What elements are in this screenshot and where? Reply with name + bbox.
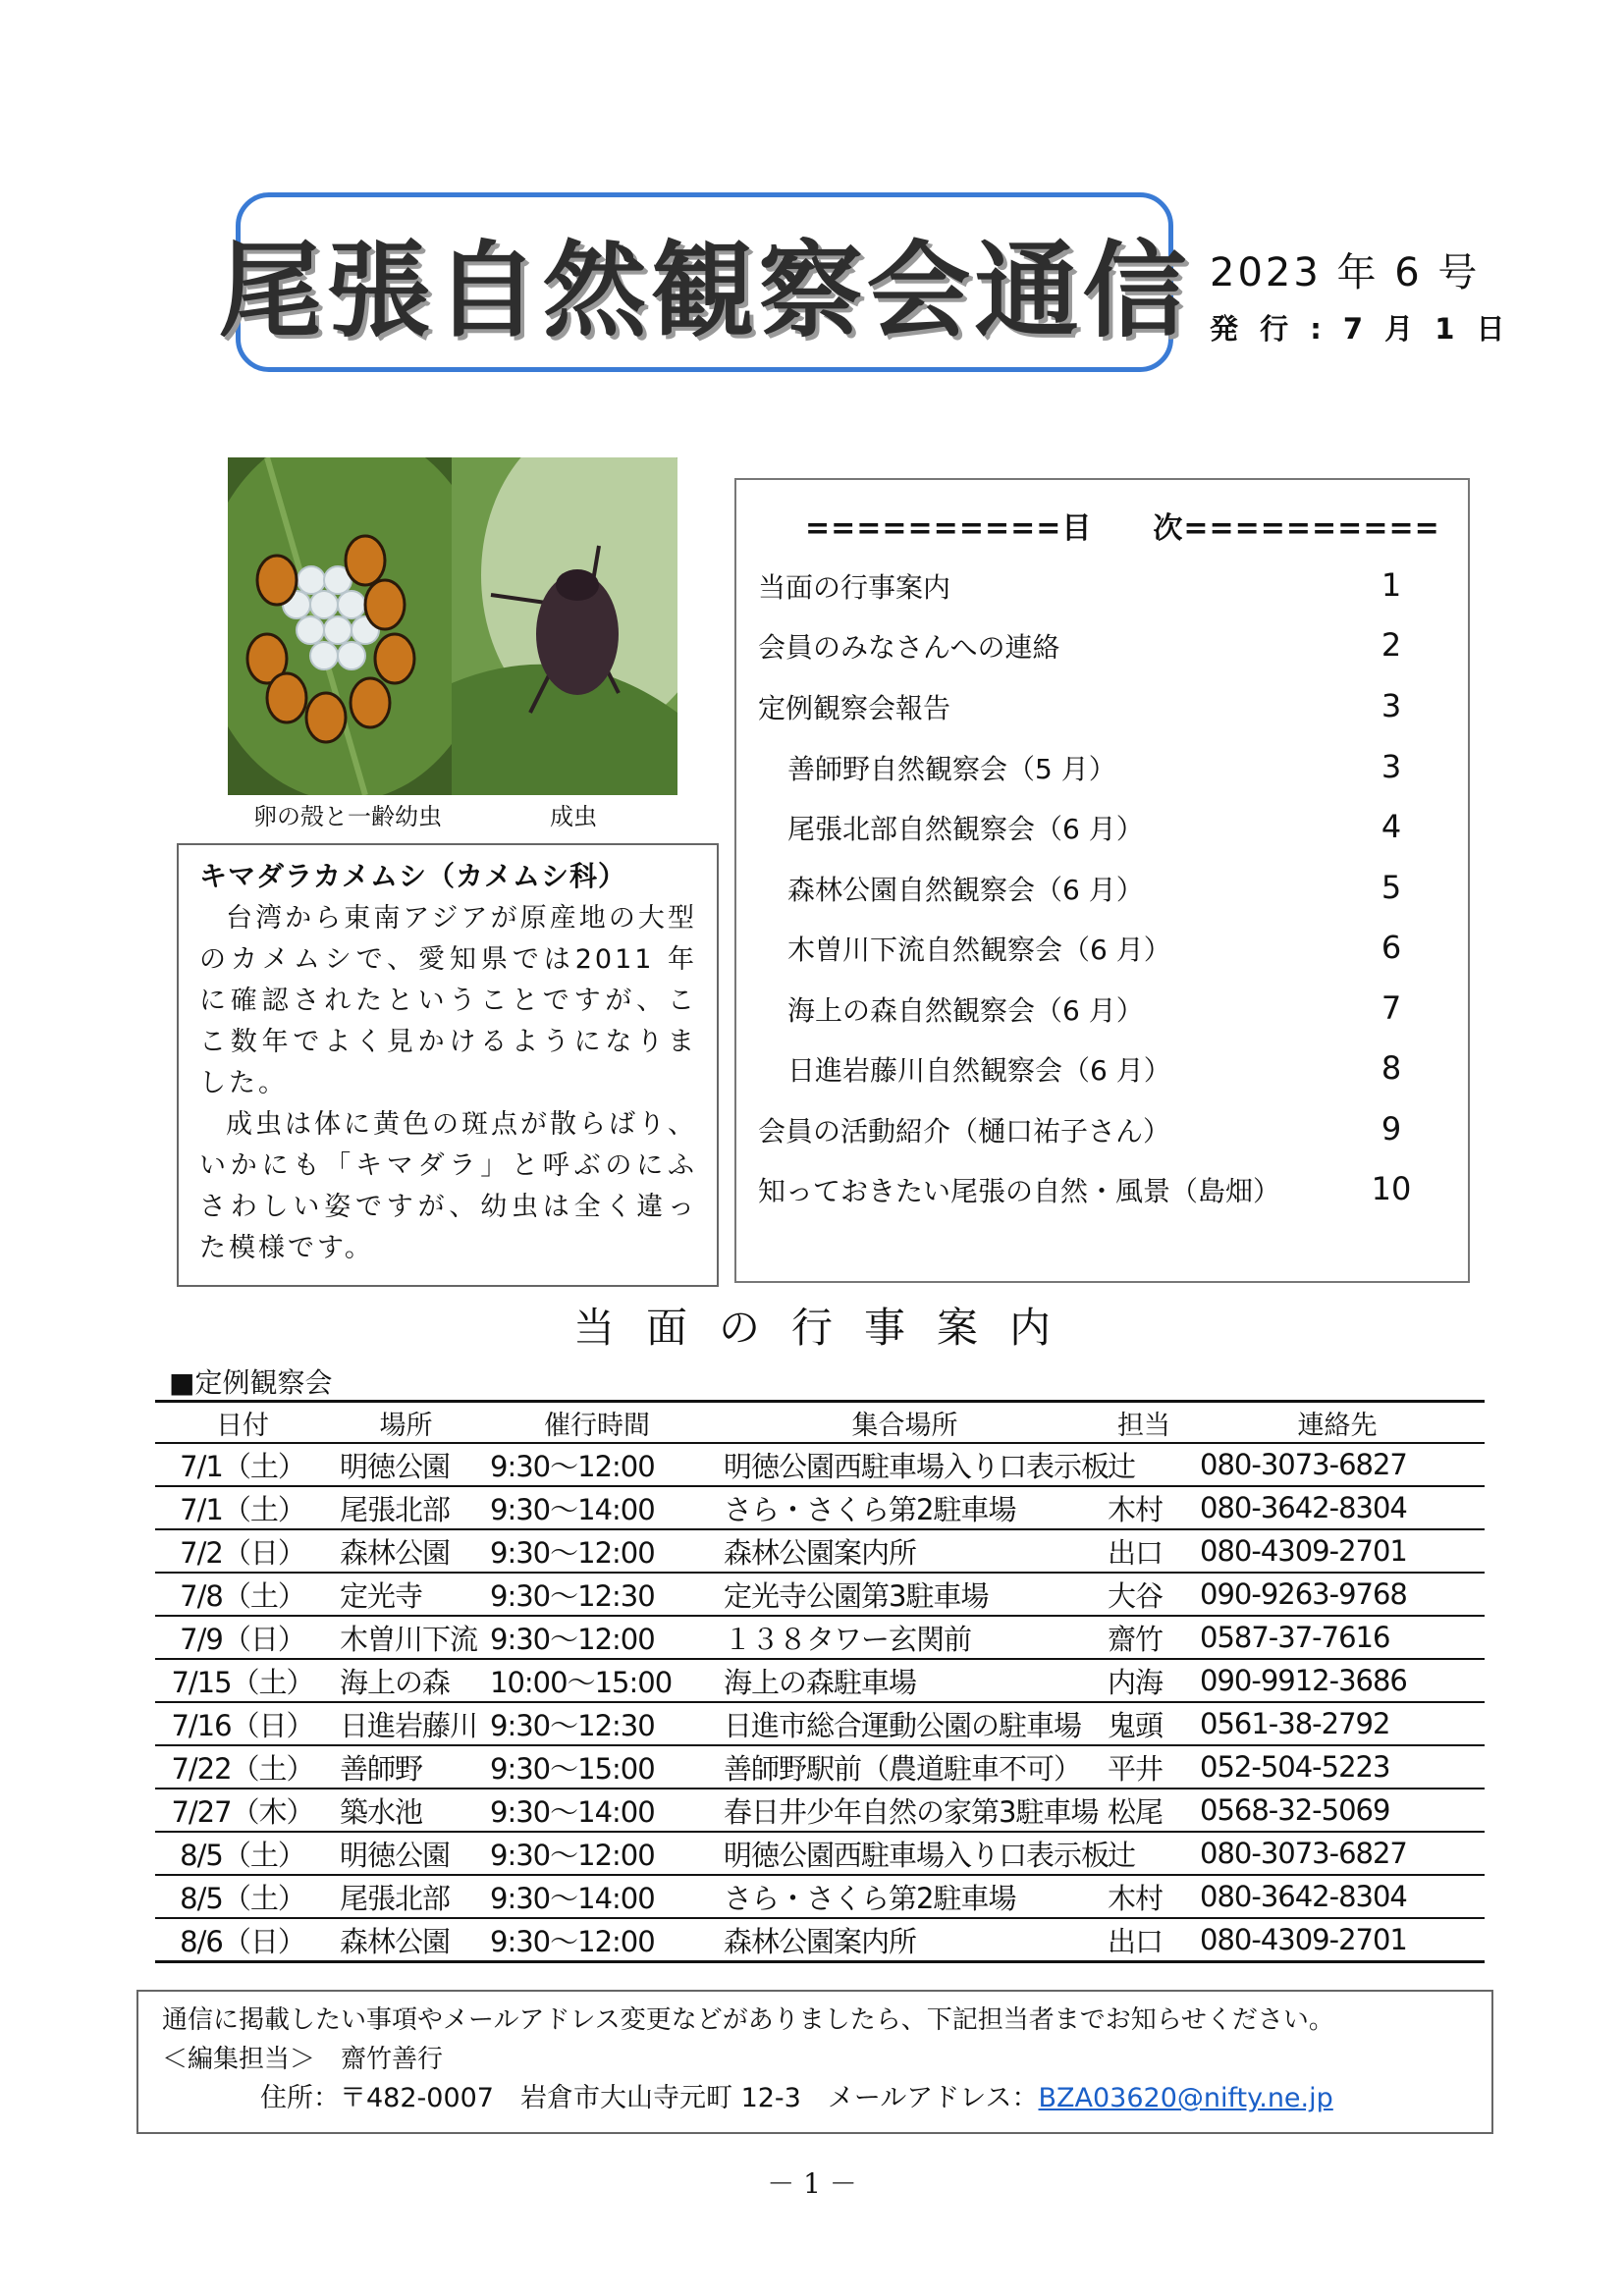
event-time: 9:30～12:00 — [482, 1616, 712, 1659]
event-contact: 080-4309-2701 — [1190, 1918, 1485, 1962]
toc-item-page: 8 — [1380, 1049, 1402, 1087]
event-contact: 080-3642-8304 — [1190, 1486, 1485, 1529]
event-contact: 0568-32-5069 — [1190, 1789, 1485, 1832]
table-row — [155, 1659, 1485, 1702]
toc-item-label: 定例観察会報告 — [758, 692, 951, 724]
event-staff: 内海 — [1098, 1659, 1190, 1702]
table-row — [155, 1745, 1485, 1789]
event-time: 9:30～14:00 — [482, 1486, 712, 1529]
event-time: 9:30～12:00 — [482, 1529, 712, 1573]
event-time: 9:30～14:00 — [482, 1875, 712, 1918]
event-meeting-point: 定光寺公園第3駐車場 — [712, 1573, 1098, 1616]
toc-item-page: 10 — [1371, 1170, 1412, 1207]
notice-address-line — [260, 2076, 1333, 2114]
event-place: 築水池 — [330, 1789, 482, 1832]
table-row — [155, 1486, 1485, 1529]
toc-item-label: 日進岩藤川自然観察会（6 月） — [787, 1054, 1171, 1087]
toc-item-label: 当面の行事案内 — [758, 571, 951, 604]
event-date: 7/27（木） — [155, 1789, 330, 1832]
event-staff: 木村 — [1098, 1875, 1190, 1918]
table-row — [155, 1616, 1485, 1659]
toc-item-label: 木曽川下流自然観察会（6 月） — [787, 934, 1171, 966]
caption-adult: 成虫 — [550, 803, 597, 830]
notice-address: 住所：〒482-0007 岩倉市大山寺元町 12-3 メールアドレス： — [260, 2083, 1039, 2113]
toc-item-label: 森林公園自然観察会（6 月） — [787, 874, 1144, 906]
column-header-place: 場所 — [330, 1402, 482, 1444]
toc-item — [758, 687, 1426, 736]
toc-heading: ==========目 次========== — [805, 511, 1440, 546]
event-staff: 松尾 — [1098, 1789, 1190, 1832]
newsletter-title: 尾張自然観察会通信 — [218, 230, 1191, 351]
toc-item — [758, 1170, 1426, 1219]
event-place: 海上の森 — [330, 1659, 482, 1702]
event-time: 9:30～14:00 — [482, 1789, 712, 1832]
event-date: 7/22（土） — [155, 1745, 330, 1789]
article-heading: キマダラカメムシ（カメムシ科） — [199, 860, 627, 892]
table-row — [155, 1832, 1485, 1875]
column-header-time: 催行時間 — [482, 1402, 712, 1444]
table-header-row — [155, 1402, 1485, 1444]
toc-item-page: 9 — [1380, 1110, 1402, 1148]
event-contact: 0587-37-7616 — [1190, 1616, 1485, 1659]
toc-item-page: 3 — [1380, 748, 1402, 785]
event-place: 善師野 — [330, 1745, 482, 1789]
toc-item-page: 6 — [1380, 929, 1402, 966]
event-contact: 080-3642-8304 — [1190, 1875, 1485, 1918]
toc-item — [787, 929, 1426, 978]
page-number: － 1 － — [767, 2167, 857, 2200]
event-time: 10:00～15:00 — [482, 1659, 712, 1702]
event-date: 8/5（土） — [155, 1832, 330, 1875]
toc-item-page: 3 — [1380, 687, 1402, 724]
table-row — [155, 1789, 1485, 1832]
insect-article — [177, 843, 719, 1287]
event-place: 明徳公園 — [330, 1832, 482, 1875]
toc-item — [758, 626, 1426, 675]
photo-eggs-larvae — [228, 457, 452, 795]
toc-item-label: 善師野自然観察会（5 月） — [787, 753, 1116, 785]
table-row — [155, 1875, 1485, 1918]
event-meeting-point: １３８タワー玄関前 — [712, 1616, 1098, 1659]
toc-item — [758, 1110, 1426, 1159]
event-place: 明徳公園 — [330, 1443, 482, 1486]
toc-item-page: 2 — [1380, 626, 1402, 664]
event-date: 7/8（土） — [155, 1573, 330, 1616]
table-row — [155, 1529, 1485, 1573]
event-place: 森林公園 — [330, 1918, 482, 1962]
events-title: 当面の行事案内 — [572, 1304, 1082, 1352]
caption-eggs: 卵の殻と一齢幼虫 — [253, 803, 442, 830]
schedule-table — [155, 1400, 1485, 1963]
column-header-meeting-point: 集合場所 — [712, 1402, 1098, 1444]
event-date: 7/1（土） — [155, 1443, 330, 1486]
toc-item-label: 知っておきたい尾張の自然・風景（島畑） — [758, 1175, 1281, 1207]
toc-item-page: 4 — [1380, 808, 1402, 845]
table-of-contents — [734, 478, 1470, 1283]
toc-item — [787, 748, 1426, 797]
toc-item-label: 会員の活動紹介（樋口祐子さん） — [758, 1115, 1171, 1148]
toc-item — [758, 566, 1426, 615]
event-staff: 出口 — [1098, 1918, 1190, 1962]
photo-adult-bug — [452, 457, 677, 795]
event-staff: 齋竹 — [1098, 1616, 1190, 1659]
event-contact: 090-9263-9768 — [1190, 1573, 1485, 1616]
event-place: 尾張北部 — [330, 1875, 482, 1918]
toc-item-label: 会員のみなさんへの連絡 — [758, 631, 1060, 664]
event-contact: 080-3073-6827 — [1190, 1832, 1485, 1875]
event-staff: 辻 — [1098, 1832, 1190, 1875]
event-meeting-point: 春日井少年自然の家第3駐車場 — [712, 1789, 1098, 1832]
event-staff: 辻 — [1098, 1443, 1190, 1486]
table-row — [155, 1573, 1485, 1616]
event-place: 尾張北部 — [330, 1486, 482, 1529]
event-meeting-point: 日進市総合運動公園の駐車場 — [712, 1702, 1098, 1745]
toc-item — [787, 869, 1426, 918]
event-place: 日進岩藤川 — [330, 1702, 482, 1745]
event-time: 9:30～15:00 — [482, 1745, 712, 1789]
event-staff: 平井 — [1098, 1745, 1190, 1789]
event-time: 9:30～12:00 — [482, 1918, 712, 1962]
event-meeting-point: 明徳公園西駐車場入り口表示板 — [712, 1443, 1098, 1486]
article-paragraph-2: 成虫は体に黄色の斑点が散らばり、いかにも「キマダラ」と呼ぶのにふさわしい姿ですが、幼虫は全く違った模様です。 — [199, 1109, 697, 1263]
notice-text: 通信に掲載したい事項やメールアドレス変更などがありましたら、下記担当者までお知らせください。 — [162, 2005, 1334, 2035]
event-date: 7/2（日） — [155, 1529, 330, 1573]
event-time: 9:30～12:00 — [482, 1443, 712, 1486]
event-contact: 052-504-5223 — [1190, 1745, 1485, 1789]
event-date: 8/5（土） — [155, 1875, 330, 1918]
event-staff: 木村 — [1098, 1486, 1190, 1529]
toc-item-label: 海上の森自然観察会（6 月） — [787, 994, 1144, 1027]
event-staff: 鬼頭 — [1098, 1702, 1190, 1745]
publish-date: 発 行 : 7 月 1 日 — [1210, 312, 1511, 346]
event-staff: 出口 — [1098, 1529, 1190, 1573]
event-date: 7/16（日） — [155, 1702, 330, 1745]
event-date: 7/15（土） — [155, 1659, 330, 1702]
event-meeting-point: 海上の森駐車場 — [712, 1659, 1098, 1702]
event-date: 7/1（土） — [155, 1486, 330, 1529]
event-meeting-point: 明徳公園西駐車場入り口表示板 — [712, 1832, 1098, 1875]
event-meeting-point: 善師野駅前（農道駐車不可） — [712, 1745, 1098, 1789]
event-contact: 080-3073-6827 — [1190, 1443, 1485, 1486]
column-header-date: 日付 — [155, 1402, 330, 1444]
regular-events-label: ■定例観察会 — [169, 1366, 333, 1399]
event-contact: 080-4309-2701 — [1190, 1529, 1485, 1573]
toc-item — [787, 808, 1426, 857]
article-paragraph-1: 台湾から東南アジアが原産地の大型のカメムシで、愛知県では2011 年に確認されたということですが、ここ数年でよく見かけるようになりました。 — [199, 903, 697, 1098]
event-date: 7/9（日） — [155, 1616, 330, 1659]
event-place: 定光寺 — [330, 1573, 482, 1616]
masthead-box — [218, 192, 1191, 372]
event-meeting-point: さら・さくら第2駐車場 — [712, 1875, 1098, 1918]
toc-item-page: 1 — [1380, 566, 1402, 604]
event-meeting-point: 森林公園案内所 — [712, 1918, 1098, 1962]
event-time: 9:30～12:00 — [482, 1832, 712, 1875]
toc-item-label: 尾張北部自然観察会（6 月） — [787, 813, 1144, 845]
column-header-contact: 連絡先 — [1190, 1402, 1485, 1444]
table-row — [155, 1702, 1485, 1745]
table-row — [155, 1443, 1485, 1486]
column-header-staff: 担当 — [1098, 1402, 1190, 1444]
toc-item — [787, 1049, 1426, 1098]
event-place: 木曽川下流 — [330, 1616, 482, 1659]
toc-item-page: 7 — [1380, 989, 1402, 1027]
notice-editor: ＜編集担当＞ 齋竹善行 — [162, 2045, 444, 2074]
toc-item — [787, 989, 1426, 1039]
event-date: 8/6（日） — [155, 1918, 330, 1962]
event-contact: 0561-38-2792 — [1190, 1702, 1485, 1745]
event-staff: 大谷 — [1098, 1573, 1190, 1616]
event-time: 9:30～12:30 — [482, 1573, 712, 1616]
event-meeting-point: 森林公園案内所 — [712, 1529, 1098, 1573]
event-place: 森林公園 — [330, 1529, 482, 1573]
event-contact: 090-9912-3686 — [1190, 1659, 1485, 1702]
email-link[interactable]: BZA03620@nifty.ne.jp — [1038, 2083, 1333, 2113]
issue-number: 2023 年 6 号 — [1210, 250, 1481, 295]
event-meeting-point: さら・さくら第2駐車場 — [712, 1486, 1098, 1529]
table-row — [155, 1918, 1485, 1962]
toc-item-page: 5 — [1380, 869, 1402, 906]
contact-notice — [136, 1990, 1493, 2134]
event-time: 9:30～12:30 — [482, 1702, 712, 1745]
